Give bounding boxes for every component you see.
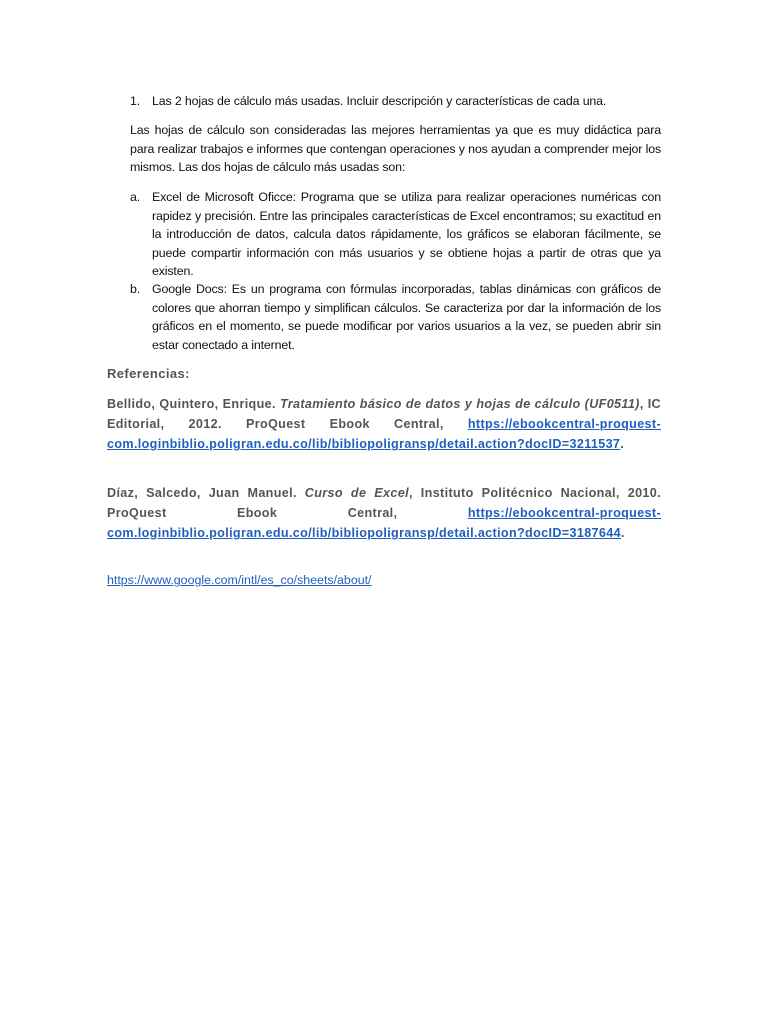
intro-paragraph: Las hojas de cálculo son consideradas las mejores herramientas ya que es muy didáctica para para realizar trabajos e informes que contengan operaciones y nos ayudan a comprender mejor los mismos. Las dos hojas de cálculo más usadas son: <box>130 123 661 174</box>
reference-link[interactable]: https://ebookcentral-proquest-com.loginbiblio.poligran.edu.co/lib/bibliopoligransp/detail.action?docID=3187644 <box>107 506 661 540</box>
references-heading: Referencias: <box>107 366 190 381</box>
reference-publisher: , Instituto Politécnico Nacional, 2010. ProQuest Ebook Central, <box>107 486 661 520</box>
reference-link[interactable]: https://ebookcentral-proquest-com.loginbiblio.poligran.edu.co/lib/bibliopoligransp/detail.action?docID=3211537 <box>107 417 661 451</box>
google-sheets-link-line <box>107 571 661 589</box>
reference-title: Tratamiento básico de datos y hojas de cálculo (UF0511) <box>279 397 640 411</box>
list-marker: a. <box>130 190 141 204</box>
list-marker: b. <box>130 282 141 296</box>
reference-end: . <box>620 437 625 451</box>
list-item-text: Google Docs: Es un programa con fórmulas incorporadas, tablas dinámicas con gráficos de colores que ahorran tiempo y simplifican cálculos. Se caracteriza por dar la información de los gráficos en el momento, se puede modificar por varios usuarios a la vez, se pueden abrir sin estar conectado a internet. <box>152 282 661 352</box>
reference-end: . <box>620 526 625 540</box>
google-sheets-link[interactable]: https://www.google.com/intl/es_co/sheets/about/ <box>107 573 372 587</box>
reference-authors: Bellido, Quintero, Enrique. <box>107 397 280 411</box>
list-item-text: Excel de Microsoft Oficce: Programa que se utiliza para realizar operaciones numéricas con rapidez y precisión. Entre las principales características de Excel encontramos; su exactitud en la introducción de datos, calcula datos rápidamente, los gráficos se elaboran fácilmente, se puede compartir información con más usuarios y se obtiene hojas a partir de otras que ya existen. <box>152 190 661 278</box>
reference-authors: Díaz, Salcedo, Juan Manuel. <box>107 486 305 500</box>
reference-entry <box>107 483 661 543</box>
reference-publisher: , IC Editorial, 2012. ProQuest Ebook Central, <box>107 397 661 431</box>
question-number: 1. <box>130 94 141 108</box>
reference-title: Curso de Excel <box>304 486 409 500</box>
reference-entry <box>107 394 661 454</box>
question-text: Las 2 hojas de cálculo más usadas. Incluir descripción y características de cada una. <box>152 94 607 108</box>
